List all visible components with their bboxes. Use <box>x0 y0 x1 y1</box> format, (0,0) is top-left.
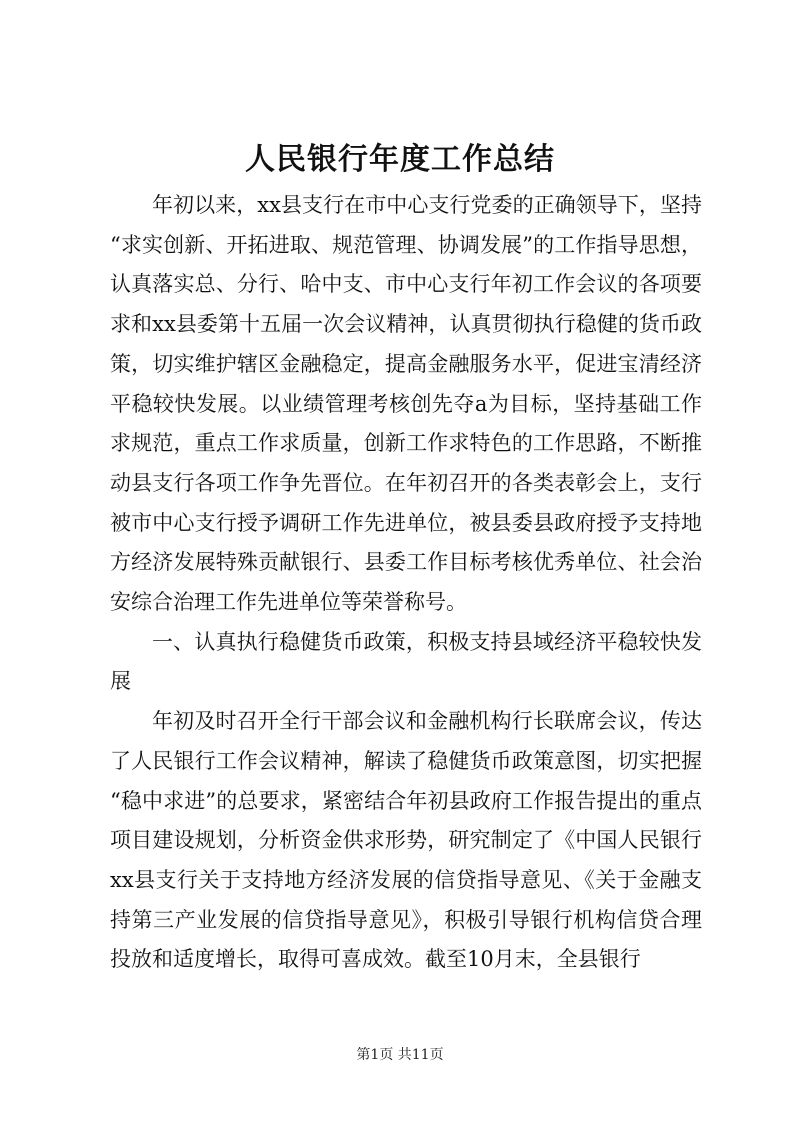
section-heading-1: 一、认真执行稳健货币政策，积极支持县域经济平稳较快发展 <box>110 629 702 694</box>
document-title: 人民银行年度工作总结 <box>245 142 555 177</box>
intro-paragraph: 年初以来，xx县支行在市中心支行党委的正确领导下，坚持“求实创新、开拓进取、规范管理、协调发展”的工作指导思想，认真落实总、分行、哈中支、市中心支行年初工作会议的各项要求和xx县委第十五届一次会议精神，认真贯彻执行稳健的货币政策，切实维护辖区金融稳定，提高金融服务水平，促进宝清经济平稳较快发展。以业绩管理考核创先夺a为目标，坚持基础工作求规范，重点工作求质量，创新工作求特色的工作思路，不断推动县支行各项工作争先晋位。在年初召开的各类表彰会上，支行被市中心支行授予调研工作先进单位，被县委县政府授予支持地方经济发展特殊贡献银行、县委工作目标考核优秀单位、社会治安综合治理工作先进单位等荣誉称号。 <box>110 193 702 615</box>
section-1-paragraph: 年初及时召开全行干部会议和金融机构行长联席会议，传达了人民银行工作会议精神，解读了稳健货币政策意图，切实把握“稳中求进”的总要求，紧密结合年初县政府工作报告提出的重点项目建设规划，分析资金供求形势，研究制定了《中国人民银行xx县支行关于支持地方经济发展的信贷指导意见、《关于金融支持第三产业发展的信贷指导意见》，积极引导银行机构信贷合理投放和适度增长，取得可喜成效。截至10月末，全县银行 <box>110 709 702 972</box>
page-number-footer: 第1页 共11页 <box>356 1047 444 1063</box>
document-body <box>110 186 702 980</box>
